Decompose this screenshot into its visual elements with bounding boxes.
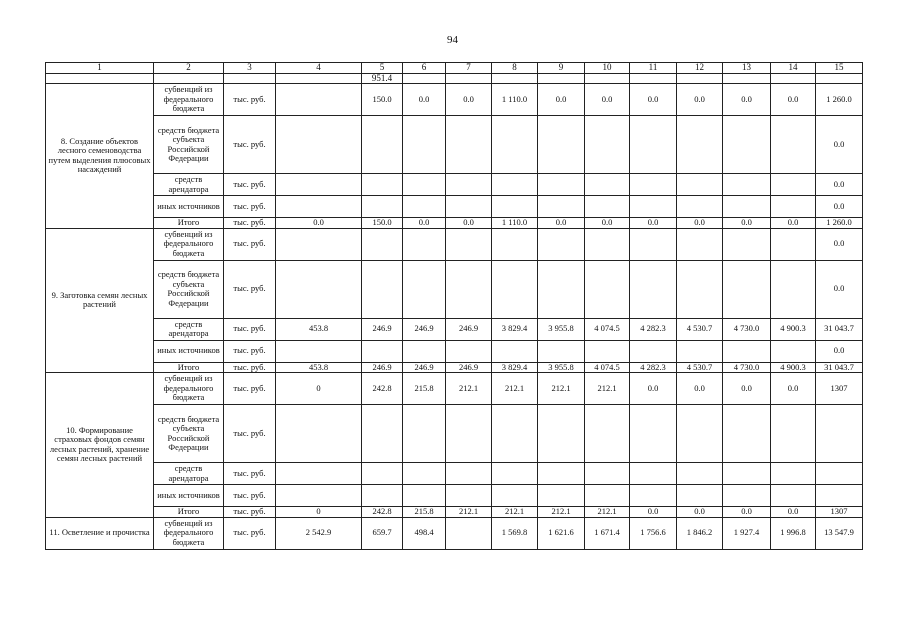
value-cell: 0.0 — [723, 84, 771, 116]
value-cell — [276, 228, 362, 260]
carry-cell — [446, 73, 492, 84]
value-cell — [446, 228, 492, 260]
value-cell — [446, 405, 492, 463]
value-cell — [677, 196, 723, 218]
value-cell: 212.1 — [492, 373, 538, 405]
section-title: 11. Осветление и прочистка — [46, 517, 154, 549]
value-cell: 1 756.6 — [630, 517, 677, 549]
value-cell — [816, 463, 863, 485]
carry-over-value: 951.4 — [362, 73, 403, 84]
column-header-row — [46, 63, 863, 74]
value-cell: 4 900.3 — [771, 318, 816, 340]
section-title: 9. Заготовка семян лесных растений — [46, 228, 154, 373]
funding-source: субвенций из федерального бюджета — [154, 373, 224, 405]
value-cell — [492, 116, 538, 174]
column-header: 11 — [630, 63, 677, 74]
value-cell — [723, 116, 771, 174]
value-cell: 0.0 — [816, 174, 863, 196]
funding-source: Итого — [154, 507, 224, 518]
value-cell — [585, 116, 630, 174]
value-cell: 453.8 — [276, 318, 362, 340]
value-cell: 0.0 — [630, 373, 677, 405]
carry-cell — [403, 73, 446, 84]
carry-cell — [538, 73, 585, 84]
table-row — [46, 196, 863, 218]
value-cell: 150.0 — [362, 218, 403, 229]
value-cell — [362, 260, 403, 318]
column-header: 12 — [677, 63, 723, 74]
table-row — [46, 373, 863, 405]
value-cell — [677, 340, 723, 362]
value-cell: 498.4 — [403, 517, 446, 549]
value-cell: 0.0 — [816, 116, 863, 174]
value-cell: 0.0 — [677, 373, 723, 405]
column-header: 10 — [585, 63, 630, 74]
unit-cell: тыс. руб. — [224, 485, 276, 507]
unit-cell: тыс. руб. — [224, 318, 276, 340]
value-cell: 0.0 — [630, 218, 677, 229]
total-row — [46, 362, 863, 373]
section-title: 10. Формирование страховых фондов семян лесных растений, хранение семян лесных растений — [46, 373, 154, 518]
value-cell: 4 730.0 — [723, 318, 771, 340]
value-cell — [403, 196, 446, 218]
value-cell — [630, 174, 677, 196]
value-cell: 1 260.0 — [816, 84, 863, 116]
value-cell — [492, 260, 538, 318]
value-cell: 3 955.8 — [538, 362, 585, 373]
value-cell — [538, 463, 585, 485]
value-cell — [403, 116, 446, 174]
unit-cell: тыс. руб. — [224, 218, 276, 229]
value-cell: 1 996.8 — [771, 517, 816, 549]
value-cell: 0.0 — [585, 218, 630, 229]
value-cell: 0.0 — [403, 84, 446, 116]
value-cell — [446, 116, 492, 174]
funding-source: Итого — [154, 218, 224, 229]
value-cell: 0.0 — [276, 218, 362, 229]
value-cell: 212.1 — [585, 507, 630, 518]
value-cell — [585, 174, 630, 196]
value-cell: 1 110.0 — [492, 218, 538, 229]
table-row — [46, 340, 863, 362]
table-row — [46, 405, 863, 463]
value-cell — [630, 260, 677, 318]
value-cell — [362, 340, 403, 362]
value-cell — [403, 463, 446, 485]
value-cell — [276, 260, 362, 318]
value-cell — [362, 485, 403, 507]
value-cell: 0.0 — [723, 507, 771, 518]
value-cell: 242.8 — [362, 373, 403, 405]
funding-source: субвенций из федерального бюджета — [154, 517, 224, 549]
value-cell: 212.1 — [538, 507, 585, 518]
value-cell — [816, 485, 863, 507]
value-cell: 1307 — [816, 373, 863, 405]
table-row — [46, 260, 863, 318]
value-cell: 1 621.6 — [538, 517, 585, 549]
carry-cell — [154, 73, 224, 84]
funding-source: средств арендатора — [154, 463, 224, 485]
value-cell — [276, 84, 362, 116]
carry-cell — [677, 73, 723, 84]
value-cell: 0.0 — [723, 373, 771, 405]
value-cell: 4 074.5 — [585, 318, 630, 340]
value-cell: 215.8 — [403, 373, 446, 405]
value-cell: 0.0 — [677, 218, 723, 229]
value-cell — [723, 340, 771, 362]
value-cell — [630, 405, 677, 463]
value-cell: 0.0 — [771, 218, 816, 229]
value-cell: 246.9 — [446, 318, 492, 340]
value-cell — [771, 174, 816, 196]
value-cell: 0.0 — [771, 373, 816, 405]
value-cell — [492, 196, 538, 218]
unit-cell: тыс. руб. — [224, 174, 276, 196]
value-cell: 1 927.4 — [723, 517, 771, 549]
column-header: 8 — [492, 63, 538, 74]
unit-cell: тыс. руб. — [224, 507, 276, 518]
value-cell: 0.0 — [816, 340, 863, 362]
value-cell — [538, 405, 585, 463]
carry-cell — [771, 73, 816, 84]
value-cell: 0.0 — [538, 218, 585, 229]
value-cell: 0 — [276, 507, 362, 518]
value-cell — [538, 340, 585, 362]
value-cell: 246.9 — [403, 362, 446, 373]
value-cell — [816, 405, 863, 463]
value-cell — [446, 485, 492, 507]
value-cell — [630, 196, 677, 218]
value-cell — [446, 340, 492, 362]
unit-cell: тыс. руб. — [224, 260, 276, 318]
value-cell — [446, 174, 492, 196]
unit-cell: тыс. руб. — [224, 362, 276, 373]
value-cell: 13 547.9 — [816, 517, 863, 549]
unit-cell: тыс. руб. — [224, 340, 276, 362]
value-cell — [538, 228, 585, 260]
value-cell: 4 730.0 — [723, 362, 771, 373]
value-cell — [492, 405, 538, 463]
value-cell — [538, 260, 585, 318]
carry-cell — [46, 73, 154, 84]
value-cell: 1 846.2 — [677, 517, 723, 549]
funding-source: средств бюджета субъекта Российской Федерации — [154, 260, 224, 318]
unit-cell: тыс. руб. — [224, 373, 276, 405]
carry-cell — [224, 73, 276, 84]
value-cell — [362, 463, 403, 485]
value-cell: 659.7 — [362, 517, 403, 549]
value-cell: 1 569.8 — [492, 517, 538, 549]
value-cell — [677, 463, 723, 485]
value-cell — [630, 116, 677, 174]
value-cell — [446, 196, 492, 218]
funding-source: иных источников — [154, 485, 224, 507]
value-cell — [276, 340, 362, 362]
value-cell: 246.9 — [403, 318, 446, 340]
unit-cell: тыс. руб. — [224, 84, 276, 116]
value-cell: 246.9 — [446, 362, 492, 373]
table-row — [46, 517, 863, 549]
value-cell — [362, 196, 403, 218]
value-cell — [492, 174, 538, 196]
column-header: 3 — [224, 63, 276, 74]
column-header: 4 — [276, 63, 362, 74]
value-cell — [771, 116, 816, 174]
carry-cell — [492, 73, 538, 84]
value-cell — [538, 174, 585, 196]
column-header: 2 — [154, 63, 224, 74]
value-cell — [492, 340, 538, 362]
value-cell: 1 671.4 — [585, 517, 630, 549]
unit-cell: тыс. руб. — [224, 116, 276, 174]
value-cell: 0.0 — [538, 84, 585, 116]
value-cell — [362, 228, 403, 260]
value-cell — [771, 228, 816, 260]
value-cell — [276, 116, 362, 174]
value-cell: 0.0 — [816, 260, 863, 318]
value-cell — [723, 196, 771, 218]
carry-cell — [723, 73, 771, 84]
value-cell: 212.1 — [446, 507, 492, 518]
value-cell: 453.8 — [276, 362, 362, 373]
funding-source: средств бюджета субъекта Российской Федерации — [154, 405, 224, 463]
value-cell: 150.0 — [362, 84, 403, 116]
table-row — [46, 228, 863, 260]
value-cell — [723, 485, 771, 507]
value-cell: 0.0 — [403, 218, 446, 229]
value-cell: 3 955.8 — [538, 318, 585, 340]
value-cell — [446, 463, 492, 485]
value-cell: 4 900.3 — [771, 362, 816, 373]
value-cell — [630, 228, 677, 260]
column-header: 6 — [403, 63, 446, 74]
value-cell — [585, 228, 630, 260]
value-cell: 212.1 — [538, 373, 585, 405]
value-cell — [492, 485, 538, 507]
funding-source: субвенций из федерального бюджета — [154, 228, 224, 260]
funding-source: иных источников — [154, 196, 224, 218]
value-cell: 0.0 — [677, 84, 723, 116]
section-title: 8. Создание объектов лесного семеноводства путем выделения плюсовых насаждений — [46, 84, 154, 229]
funding-source: субвенций из федерального бюджета — [154, 84, 224, 116]
column-header: 9 — [538, 63, 585, 74]
total-row — [46, 507, 863, 518]
value-cell: 4 282.3 — [630, 318, 677, 340]
value-cell — [492, 228, 538, 260]
value-cell — [723, 463, 771, 485]
value-cell — [585, 196, 630, 218]
carry-cell — [816, 73, 863, 84]
value-cell: 0.0 — [816, 228, 863, 260]
unit-cell: тыс. руб. — [224, 517, 276, 549]
total-row — [46, 218, 863, 229]
value-cell — [362, 405, 403, 463]
value-cell: 4 282.3 — [630, 362, 677, 373]
value-cell: 0 — [276, 373, 362, 405]
value-cell — [677, 405, 723, 463]
table-row — [46, 84, 863, 116]
value-cell: 0.0 — [723, 218, 771, 229]
table-row — [46, 318, 863, 340]
value-cell — [276, 485, 362, 507]
value-cell — [585, 485, 630, 507]
value-cell — [276, 463, 362, 485]
value-cell: 212.1 — [446, 373, 492, 405]
column-header: 7 — [446, 63, 492, 74]
funding-source: иных источников — [154, 340, 224, 362]
value-cell — [677, 260, 723, 318]
value-cell — [677, 174, 723, 196]
value-cell: 0.0 — [771, 507, 816, 518]
value-cell: 4 530.7 — [677, 362, 723, 373]
value-cell: 0.0 — [446, 218, 492, 229]
value-cell — [771, 485, 816, 507]
value-cell — [362, 116, 403, 174]
value-cell — [276, 174, 362, 196]
value-cell: 0.0 — [771, 84, 816, 116]
value-cell: 0.0 — [816, 196, 863, 218]
column-header: 5 — [362, 63, 403, 74]
value-cell: 1307 — [816, 507, 863, 518]
value-cell — [403, 405, 446, 463]
value-cell: 246.9 — [362, 318, 403, 340]
value-cell — [276, 196, 362, 218]
value-cell: 0.0 — [630, 507, 677, 518]
funding-source: Итого — [154, 362, 224, 373]
carry-cell — [276, 73, 362, 84]
value-cell: 0.0 — [630, 84, 677, 116]
value-cell — [403, 340, 446, 362]
table-row — [46, 116, 863, 174]
value-cell — [446, 517, 492, 549]
value-cell — [630, 340, 677, 362]
value-cell — [403, 485, 446, 507]
value-cell — [723, 174, 771, 196]
funding-source: средств бюджета субъекта Российской Федерации — [154, 116, 224, 174]
value-cell: 4 074.5 — [585, 362, 630, 373]
column-header: 13 — [723, 63, 771, 74]
value-cell: 212.1 — [585, 373, 630, 405]
value-cell — [771, 260, 816, 318]
value-cell: 0.0 — [446, 84, 492, 116]
value-cell: 215.8 — [403, 507, 446, 518]
value-cell — [771, 340, 816, 362]
value-cell — [585, 463, 630, 485]
value-cell — [771, 405, 816, 463]
value-cell: 0.0 — [677, 507, 723, 518]
value-cell — [446, 260, 492, 318]
funding-source: средств арендатора — [154, 174, 224, 196]
page-number: 94 — [447, 34, 458, 46]
value-cell — [677, 485, 723, 507]
funding-source: средств арендатора — [154, 318, 224, 340]
value-cell — [771, 196, 816, 218]
table-row — [46, 463, 863, 485]
value-cell: 31 043.7 — [816, 362, 863, 373]
value-cell: 31 043.7 — [816, 318, 863, 340]
value-cell: 3 829.4 — [492, 362, 538, 373]
unit-cell: тыс. руб. — [224, 463, 276, 485]
value-cell — [723, 405, 771, 463]
budget-table — [45, 62, 863, 550]
value-cell — [771, 463, 816, 485]
value-cell: 3 829.4 — [492, 318, 538, 340]
value-cell — [585, 405, 630, 463]
value-cell — [403, 260, 446, 318]
carry-cell — [585, 73, 630, 84]
value-cell — [403, 228, 446, 260]
value-cell — [585, 340, 630, 362]
value-cell — [538, 116, 585, 174]
value-cell: 1 260.0 — [816, 218, 863, 229]
value-cell: 242.8 — [362, 507, 403, 518]
value-cell: 246.9 — [362, 362, 403, 373]
value-cell — [677, 228, 723, 260]
value-cell — [630, 463, 677, 485]
table-row — [46, 485, 863, 507]
table-row — [46, 174, 863, 196]
carry-cell — [630, 73, 677, 84]
value-cell: 4 530.7 — [677, 318, 723, 340]
value-cell — [403, 174, 446, 196]
column-header: 15 — [816, 63, 863, 74]
value-cell: 0.0 — [585, 84, 630, 116]
unit-cell: тыс. руб. — [224, 196, 276, 218]
unit-cell: тыс. руб. — [224, 228, 276, 260]
value-cell — [538, 196, 585, 218]
value-cell — [492, 463, 538, 485]
value-cell — [723, 260, 771, 318]
unit-cell: тыс. руб. — [224, 405, 276, 463]
value-cell — [538, 485, 585, 507]
value-cell — [677, 116, 723, 174]
value-cell — [723, 228, 771, 260]
column-header: 1 — [46, 63, 154, 74]
value-cell — [630, 485, 677, 507]
value-cell — [585, 260, 630, 318]
value-cell: 2 542.9 — [276, 517, 362, 549]
carry-over-row — [46, 73, 863, 84]
value-cell: 212.1 — [492, 507, 538, 518]
value-cell: 1 110.0 — [492, 84, 538, 116]
value-cell — [362, 174, 403, 196]
value-cell — [276, 405, 362, 463]
column-header: 14 — [771, 63, 816, 74]
